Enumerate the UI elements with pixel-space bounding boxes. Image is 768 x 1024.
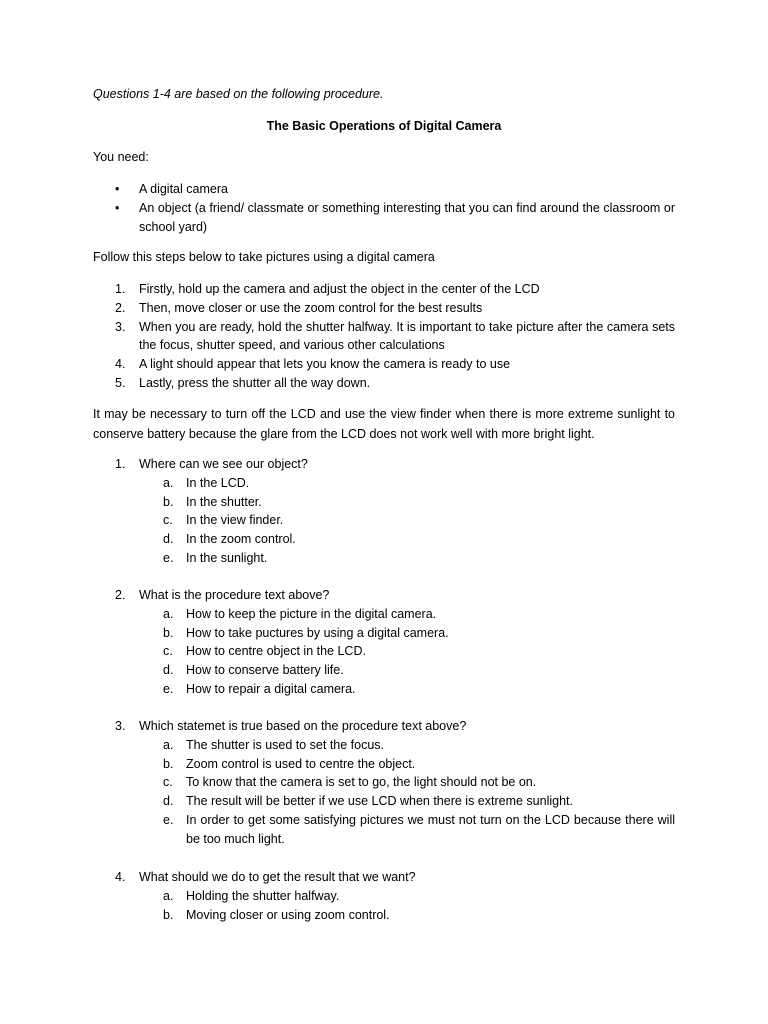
option-item xyxy=(93,906,675,925)
option-item xyxy=(93,511,675,530)
option-item xyxy=(93,773,675,792)
option-letter: b. xyxy=(163,907,174,922)
option-letter: e. xyxy=(163,681,174,696)
steps-list xyxy=(93,280,675,393)
option-text: Zoom control is used to centre the object. xyxy=(186,756,416,771)
question-1 xyxy=(93,455,675,568)
question-line xyxy=(93,717,675,736)
option-item xyxy=(93,642,675,661)
list-item-text: A digital camera xyxy=(139,182,228,196)
bullet-icon: • xyxy=(115,182,120,196)
option-item xyxy=(93,624,675,643)
question-text: Which statemet is true based on the procedure text above? xyxy=(139,719,467,733)
question-line xyxy=(93,455,675,474)
step-item xyxy=(93,355,675,374)
options-list xyxy=(93,474,675,568)
step-text: Lastly, press the shutter all the way down. xyxy=(139,375,371,390)
option-item xyxy=(93,530,675,549)
option-text: The shutter is used to set the focus. xyxy=(186,737,385,752)
option-text: How to keep the picture in the digital camera. xyxy=(186,606,437,621)
options-list xyxy=(93,736,675,849)
step-number: 4. xyxy=(115,357,126,372)
list-item xyxy=(93,199,675,237)
step-text: Then, move closer or use the zoom control for the best results xyxy=(139,300,483,315)
option-item xyxy=(93,549,675,568)
needs-label: You need: xyxy=(93,150,149,164)
option-letter: a. xyxy=(163,888,174,903)
option-letter: b. xyxy=(163,756,174,771)
document-title: The Basic Operations of Digital Camera xyxy=(266,119,502,133)
option-item xyxy=(93,605,675,624)
option-item xyxy=(93,680,675,699)
step-item xyxy=(93,374,675,393)
option-text: In the LCD. xyxy=(186,475,250,490)
option-text: The result will be better if we use LCD when there is extreme sunlight. xyxy=(186,794,573,809)
question-number: 4. xyxy=(115,870,126,884)
option-item xyxy=(93,755,675,774)
option-text: In the shutter. xyxy=(186,494,262,509)
option-text: How to centre object in the LCD. xyxy=(186,644,366,659)
option-text: To know that the camera is set to go, the light should not be on. xyxy=(186,775,537,790)
question-number: 1. xyxy=(115,457,126,471)
note-paragraph: It may be necessary to turn off the LCD and use the view finder when there is more extreme sunlight to conserve battery because the glare from the LCD does not work well with more bright light. xyxy=(93,407,675,441)
option-item xyxy=(93,661,675,680)
question-line xyxy=(93,868,675,887)
option-text: How to repair a digital camera. xyxy=(186,681,356,696)
option-letter: e. xyxy=(163,812,174,827)
option-letter: c. xyxy=(163,513,173,528)
option-item xyxy=(93,493,675,512)
list-item xyxy=(93,180,675,199)
step-number: 3. xyxy=(115,319,126,334)
option-letter: d. xyxy=(163,663,174,678)
option-item xyxy=(93,887,675,906)
option-letter: a. xyxy=(163,475,174,490)
option-text: How to conserve battery life. xyxy=(186,663,344,678)
option-letter: d. xyxy=(163,794,174,809)
step-item xyxy=(93,280,675,299)
option-letter: a. xyxy=(163,737,174,752)
option-letter: c. xyxy=(163,775,173,790)
step-text: When you are ready, hold the shutter halfway. It is important to take picture after the camera sets the focus, shutter speed, and various other calculations xyxy=(139,319,675,353)
option-letter: e. xyxy=(163,550,174,565)
option-text: In order to get some satisfying pictures we must not turn on the LCD because there will be too much light. xyxy=(186,812,675,846)
step-number: 1. xyxy=(115,282,126,296)
option-item xyxy=(93,736,675,755)
option-text: In the view finder. xyxy=(186,513,284,528)
step-number: 2. xyxy=(115,300,126,315)
question-line xyxy=(93,586,675,605)
option-letter: b. xyxy=(163,494,174,509)
step-item xyxy=(93,299,675,318)
option-letter: d. xyxy=(163,532,174,547)
question-2 xyxy=(93,586,675,699)
option-letter: c. xyxy=(163,644,173,659)
bullet-icon: • xyxy=(115,201,120,215)
option-text: In the sunlight. xyxy=(186,550,268,565)
option-item xyxy=(93,811,675,849)
option-text: Moving closer or using zoom control. xyxy=(186,907,390,922)
question-text: What should we do to get the result that we want? xyxy=(139,870,416,884)
option-item xyxy=(93,792,675,811)
option-letter: a. xyxy=(163,606,174,621)
question-number: 3. xyxy=(115,719,126,733)
option-letter: b. xyxy=(163,625,174,640)
question-text: Where can we see our object? xyxy=(139,457,308,471)
option-text: Holding the shutter halfway. xyxy=(186,888,340,903)
question-number: 2. xyxy=(115,588,126,602)
question-3 xyxy=(93,717,675,849)
options-list xyxy=(93,605,675,699)
option-text: In the zoom control. xyxy=(186,532,296,547)
steps-intro: Follow this steps below to take pictures using a digital camera xyxy=(93,250,435,264)
list-item-text: An object (a friend/ classmate or something interesting that you can find around the classroom or school yard) xyxy=(139,201,675,234)
intro-text: Questions 1-4 are based on the following procedure. xyxy=(93,87,384,101)
step-text: Firstly, hold up the camera and adjust the object in the center of the LCD xyxy=(139,282,540,296)
question-4 xyxy=(93,868,675,924)
question-text: What is the procedure text above? xyxy=(139,588,330,602)
step-text: A light should appear that lets you know the camera is ready to use xyxy=(139,357,511,372)
needs-list xyxy=(93,180,675,237)
option-item xyxy=(93,474,675,493)
step-number: 5. xyxy=(115,375,126,390)
option-text: How to take puctures by using a digital camera. xyxy=(186,625,449,640)
step-item xyxy=(93,318,675,356)
options-list xyxy=(93,887,675,925)
